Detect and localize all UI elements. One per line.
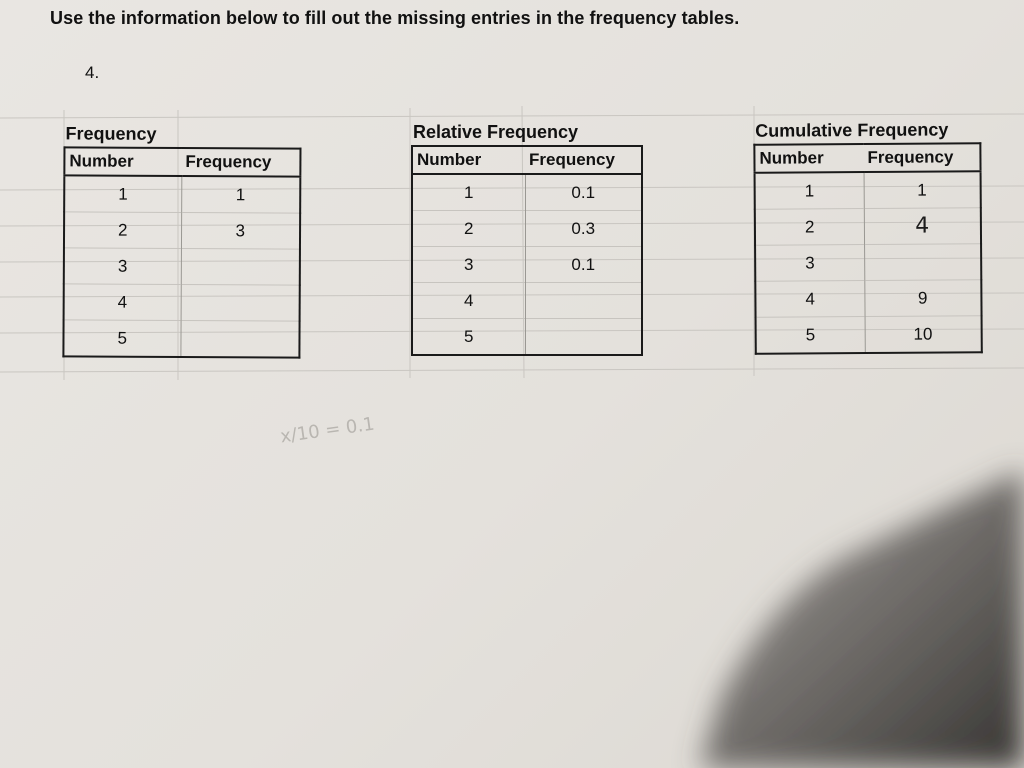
- table-row: [64, 284, 300, 321]
- cell-number: 3: [64, 248, 181, 285]
- table-row: [412, 319, 642, 356]
- table-row: [412, 211, 642, 247]
- table-row: [64, 212, 300, 249]
- table-row: [755, 208, 981, 246]
- cell-number: 1: [118, 184, 128, 204]
- frequency-table: [62, 146, 301, 358]
- cell-number: 2: [412, 211, 525, 247]
- table-row: [755, 244, 981, 282]
- relative-frequency-table-title: Relative Frequency: [413, 122, 579, 142]
- cell-relative-frequency[interactable]: 0.1: [525, 174, 642, 211]
- relative-frequency-table-block: [411, 122, 643, 356]
- cell-number: 1: [464, 182, 474, 202]
- cell-number: 5: [63, 320, 180, 357]
- relative-frequency-table: [411, 145, 643, 356]
- cell-relative-frequency[interactable]: 0.3: [525, 211, 642, 247]
- header-frequency: Frequency: [525, 146, 642, 174]
- cell-relative-frequency[interactable]: [525, 319, 642, 356]
- cell-frequency[interactable]: [181, 248, 300, 285]
- cell-cumulative-frequency[interactable]: [864, 244, 981, 281]
- cell-relative-frequency[interactable]: [525, 283, 642, 319]
- faint-pencil-scribble: x/10 = 0.1: [278, 413, 376, 448]
- table-row: [755, 280, 981, 318]
- header-number: Number: [412, 146, 525, 174]
- cumulative-frequency-table-title: Cumulative Frequency: [755, 119, 949, 141]
- cell-frequency[interactable]: [180, 320, 299, 357]
- cell-frequency[interactable]: 1: [181, 176, 300, 213]
- frequency-table-block: [62, 123, 301, 358]
- cell-cumulative-frequency-handwritten[interactable]: 4: [864, 208, 981, 245]
- cell-cumulative-frequency[interactable]: 1: [864, 171, 981, 208]
- table-row: [64, 175, 300, 213]
- cell-number: 5: [412, 319, 525, 356]
- table-row: [755, 171, 981, 209]
- table-row: [412, 174, 642, 211]
- table-row: [412, 283, 642, 319]
- table-row: [756, 316, 982, 354]
- cell-number: 3: [755, 245, 864, 282]
- cell-number: 4: [64, 284, 181, 321]
- cell-number: 3: [412, 247, 525, 283]
- header-frequency: Frequency: [181, 148, 300, 177]
- frequency-table-title: Frequency: [65, 123, 157, 144]
- table-row: [64, 248, 300, 285]
- cell-cumulative-frequency[interactable]: 9: [864, 280, 981, 317]
- header-number: Number: [64, 147, 181, 176]
- table-row: [63, 320, 299, 358]
- cell-frequency[interactable]: 3: [181, 212, 300, 249]
- cumulative-frequency-table-block: [753, 119, 983, 355]
- cell-number: 2: [755, 209, 864, 246]
- cell-number: 5: [756, 317, 865, 354]
- cumulative-frequency-table: [753, 142, 982, 355]
- cell-cumulative-frequency[interactable]: 10: [865, 316, 982, 353]
- cell-number: 4: [412, 283, 525, 319]
- table-row: [412, 247, 642, 283]
- cell-relative-frequency[interactable]: 0.1: [525, 247, 642, 283]
- cell-number: 2: [64, 212, 181, 249]
- instructions-text: Use the information below to fill out the missing entries in the frequency tables.: [50, 8, 740, 28]
- cell-frequency[interactable]: [181, 284, 300, 321]
- header-number: Number: [754, 144, 863, 173]
- problem-number: 4.: [85, 63, 100, 82]
- cell-number: 4: [755, 281, 864, 318]
- cell-number: 1: [804, 180, 815, 200]
- header-frequency: Frequency: [863, 143, 980, 172]
